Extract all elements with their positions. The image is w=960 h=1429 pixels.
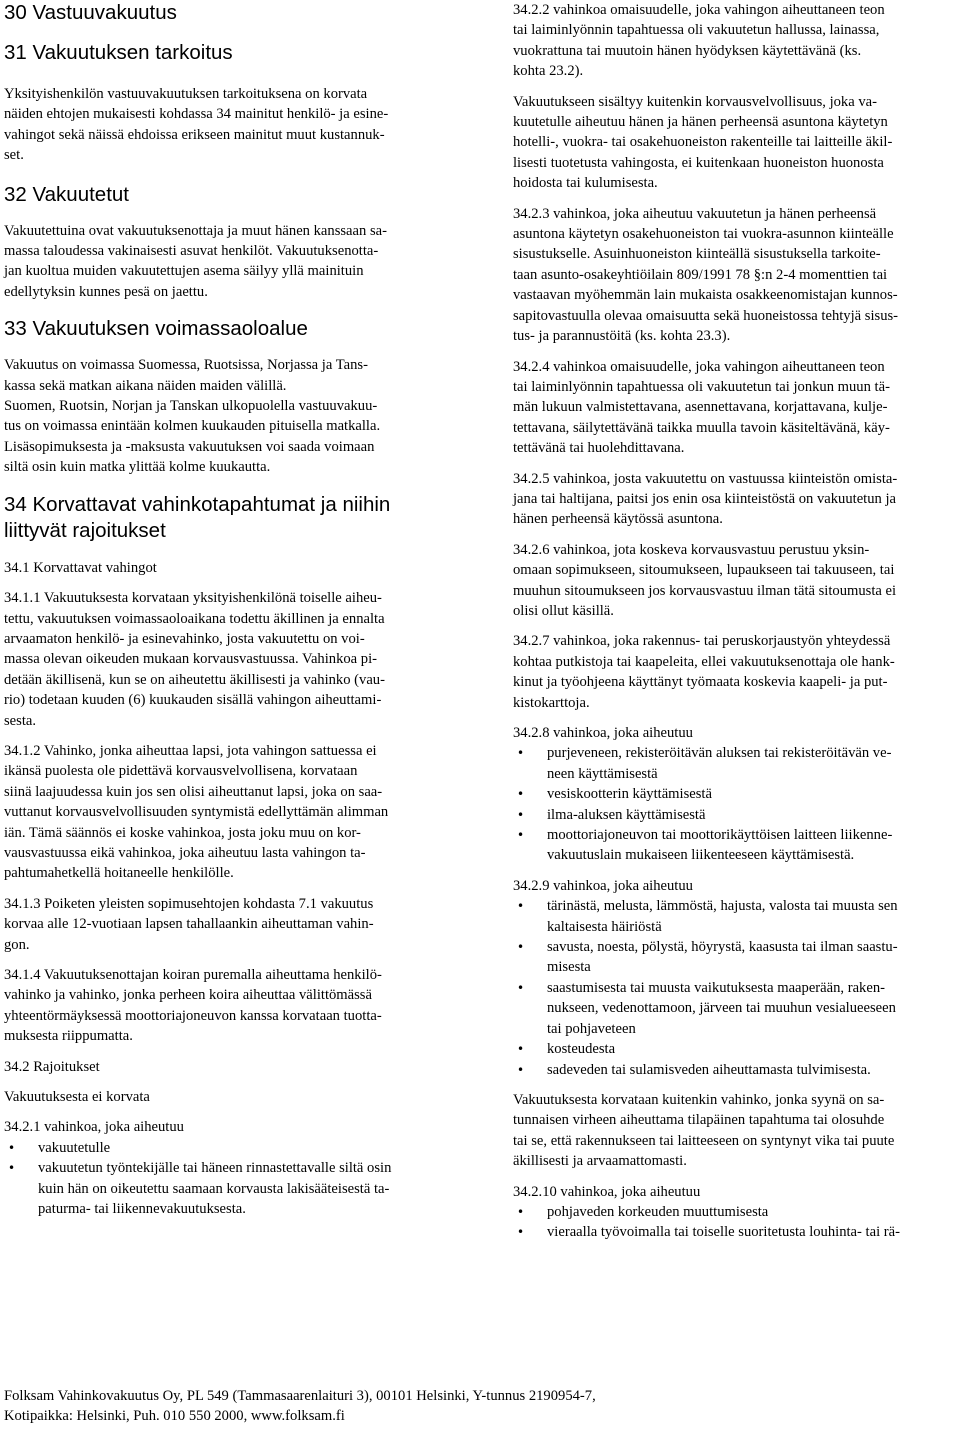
list-item: • savusta, noesta, pölystä, höyrystä, kaasusta tai ilman saastu- misesta xyxy=(513,937,957,978)
paragraph-34-1-2: 34.1.2 Vahinko, jonka aiheuttaa lapsi, jota vahingon sattuessa ei ikänsä puolesta ole pidettävä korvausvelvollisena, korvataan siinä laajuudessa kuin jos sen olisi aiheuttanut lapsi, joka on saa- vuttanut korvausvelvollisuuden syntymistä edellyttämän alimman iän. Tämä säännös ei koske vahinkoa, josta joku muu on kor- vausvastuussa eikä vahinkoa, joka aiheutuu lasta vahingon ta- pahtumahetkellä hoitaneelle henkilölle. xyxy=(4,742,389,882)
list-item: • moottoriajoneuvon tai moottorikäyttöisen laitteen liikenne- vakuutuslain mukaiseen liikenteeseen käyttämisestä. xyxy=(513,825,957,866)
heading-34: 34 Korvattavat vahinkotapahtumat ja niihin liittyvät rajoitukset xyxy=(4,492,391,542)
paragraph-34-2-7: 34.2.7 vahinkoa, joka rakennus- tai peruskorjaustyön yhteydessä kohtaa putkistoja tai kaapeleita, ellei vakuutuksenottaja ole hank- kinut ja työohjeena käyttänyt työmaata koskevia kaapeli- ja put- kistokarttoja. xyxy=(513,633,895,711)
paragraph-34-2-intro: Vakuutuksesta ei korvata xyxy=(4,1089,150,1106)
paragraph-34-2-8: 34.2.8 vahinkoa, joka aiheutuu xyxy=(513,725,693,741)
paragraph-33: Vakuutus on voimassa Suomessa, Ruotsissa, Norjassa ja Tans- kassa sekä matkan aikana näiden maiden välillä. Suomen, Ruotsin, Norjan ja Tanskan ulkopuolella vastuuvakuu- tus on voimassa enintään kolmen kuukauden pituisella matkalla. Lisäsopimuksesta ja -maksusta vakuutuksen voi saada voimaan siltä osin kuin matka ylittää kolme kuukautta. xyxy=(4,357,381,476)
list-34-2-1 xyxy=(4,1138,450,1220)
list-item: • kosteudesta xyxy=(513,1039,957,1059)
paragraph-34-2-4: 34.2.4 vahinkoa omaisuudelle, joka vahingon aiheuttaneen teon tai laiminlyönnin tapahtuessa oli vakuutetun tai jonkun muun tä- män lukuun valmistettavana, asennettavana, korjattavana, kulje- tettavana, säilytettävänä taikka muulla tavoin käsiteltävänä, käy- tettävänä tai huolehdittavana. xyxy=(513,358,890,457)
paragraph-34-1-4: 34.1.4 Vakuutuksenottajan koiran puremalla aiheuttama henkilö- vahinko ja vahinko, jonka perheen koira aiheuttaa välittömässä yhteentörmäyksessä moottoriajoneuvon kanssa korvataan tuotta- muksesta riippumatta. xyxy=(4,967,382,1045)
list-item: • sadeveden tai sulamisveden aiheuttamasta tulvimisesta. xyxy=(513,1060,957,1080)
paragraph-34-1-1: 34.1.1 Vakuutuksesta korvataan yksityishenkilönä toiselle aiheu- tettu, vakuutuksen voimassaoloaikana todettu äkillinen ja ennalta arvaamaton henkilö- ja esinevahinko, josta vakuutettu on voi- massa olevan oikeuden mukaan korvausvastuussa. Vahinkoa pi- detään äkillisenä, kun se on aiheutettu äkillisesti ja vahinko (vau- rio) todetaan kuuden (6) kuukauden sisällä vahingon aiheuttami- sesta. xyxy=(4,590,385,729)
paragraph-34-2-9: 34.2.9 vahinkoa, joka aiheutuu xyxy=(513,877,693,894)
heading-30: 30 Vastuuvakuutus xyxy=(4,1,177,24)
list-item: • vieraalla työvoimalla tai toiselle suoritetusta louhinta- tai rä- xyxy=(513,1222,957,1242)
paragraph-34-1-3: 34.1.3 Poiketen yleisten sopimusehtojen kohdasta 7.1 vakuutus korvaa alle 12-vuotiaan lapsen tahallaankin aiheuttaman vahin- gon. xyxy=(4,895,374,953)
list-item: • ilma-aluksen käyttämisestä xyxy=(513,805,957,825)
paragraph-34-2-9-b: Vakuutuksesta korvataan kuitenkin vahinko, jonka syynä on sa- tunnaisen virheen aiheuttama tilapäinen tapahtuma tai olosuhde tai se, että rakennukseen tai laitteeseen on syntynyt vika tai puute äkillisesti ja arvaamattomasti. xyxy=(513,1091,895,1170)
paragraph-34-2-10: 34.2.10 vahinkoa, joka aiheutuu xyxy=(513,1183,701,1200)
list-item: • tärinästä, melusta, lämmöstä, hajusta, valosta tai muusta sen kaltaisesta häiriöstä xyxy=(513,896,957,937)
list-item: • purjeveneen, rekisteröitävän aluksen tai rekisteröitävän ve- neen käyttämisestä xyxy=(513,743,957,784)
list-item: • vakuutetun työntekijälle tai häneen rinnastettavalle siltä osin kuin hän on oikeutettu saamaan korvausta lakisääteisestä ta- paturma- tai liikennevakuutuksesta. xyxy=(4,1158,450,1219)
paragraph-34-2-2: 34.2.2 vahinkoa omaisuudelle, joka vahingon aiheuttaneen teon tai laiminlyönnin tapahtuessa oli vakuutetun hallussa, lainassa, vuokrattuna tai muutoin hänen hyödyksen käytettävänä (ks. kohta 23.2). xyxy=(513,2,885,80)
list-34-2-9 xyxy=(513,896,957,1080)
list-34-2-10 xyxy=(513,1202,957,1243)
list-item: • saastumisesta tai muusta vaikutuksesta maaperään, raken- nukseen, vedenottamoon, järveen tai muuhun vesialueeseen tai pohjaveteen xyxy=(513,978,957,1039)
subheading-34-2: 34.2 Rajoitukset xyxy=(4,1058,100,1075)
list-item: • vakuutetulle xyxy=(4,1138,450,1158)
paragraph-34-2-3: 34.2.3 vahinkoa, joka aiheutuu vakuutetun ja hänen perheensä asuntona käytetyn osakehuoneiston tai vuokra-asunnon kiinteälle sisustukselle. Asuinhuoneiston kiinteällä sisustuksella tarkoite- taan asunto-osakeyhtiöilain 809/1991 78 §:n 2-4 momenttien tai vastaavan myöhemmän lain mukaista osakkeenomistajan kunnos- sapitovastuulla olevaa omaisuutta sekä huoneistossa tehtyjä sisus- tus- ja parannustöitä (ks. kohta 23.3). xyxy=(513,205,899,345)
list-item: • vesiskootterin käyttämisestä xyxy=(513,784,957,804)
heading-31: 31 Vakuutuksen tarkoitus xyxy=(4,41,233,64)
heading-33: 33 Vakuutuksen voimassaoloalue xyxy=(4,317,308,341)
footer-line: Kotipaikka: Helsinki, Puh. 010 550 2000, www.folksam.fi xyxy=(4,1408,345,1425)
list-item: • pohjaveden korkeuden muuttumisesta xyxy=(513,1202,957,1222)
paragraph-34-2-2-b: Vakuutukseen sisältyy kuitenkin korvausvelvollisuus, joka va- kuutetulle aiheutuu hänen ja hänen perheensä asuntona käytetyn hotelli-, vuokra- tai osakehuoneiston rakenteille tai laitteille äkil- lisesti tuotetusta vahingosta, ei kuitenkaan huoneiston huonosta hoidosta tai kulumisesta. xyxy=(513,93,893,192)
footer-line: Folksam Vahinkovakuutus Oy, PL 549 (Tammasaarenlaituri 3), 00101 Helsinki, Y-tunnus 2190954-7, xyxy=(4,1388,596,1404)
paragraph-34-2-6: 34.2.6 vahinkoa, jota koskeva korvausvastuu perustuu yksin- omaan sopimukseen, sitoumukseen, lupaukseen tai takuuseen, tai muuhun sitoumukseen jos korvausvastuu ilman tätä sitoumusta ei olisi ollut käsillä. xyxy=(513,541,897,619)
paragraph-32: Vakuutettuina ovat vakuutuksenottaja ja muut hänen kanssaan sa- massa taloudessa vakinaisesti asuvat henkilöt. Vakuutuksenotta- jan kuoltua muiden vakuutettujen asema säilyy yllä mainituin edellytyksin kunnes pesä on jaettu. xyxy=(4,222,387,300)
left-column xyxy=(4,0,450,1219)
subheading-34-1: 34.1 Korvattavat vahingot xyxy=(4,559,157,576)
heading-32: 32 Vakuutetut xyxy=(4,182,129,206)
paragraph-34-2-1: 34.2.1 vahinkoa, joka aiheutuu xyxy=(4,1119,184,1136)
paragraph-31: Yksityishenkilön vastuuvakuutuksen tarkoituksena on korvata näiden ehtojen mukaisesti kohdassa 34 mainitut henkilö- ja esine- vahingot sekä näissä ehdoissa erikseen mainitut muut kustannuk- set. xyxy=(4,86,389,164)
list-34-2-8 xyxy=(513,743,957,865)
paragraph-34-2-5: 34.2.5 vahinkoa, josta vakuutettu on vastuussa kiinteistön omista- jana tai haltijana, paitsi jos enin osa kiinteistöstä on vakuutetun ja hänen perheensä käytössä asuntona. xyxy=(513,470,898,528)
page-footer xyxy=(4,1386,924,1427)
right-column xyxy=(513,0,957,1243)
